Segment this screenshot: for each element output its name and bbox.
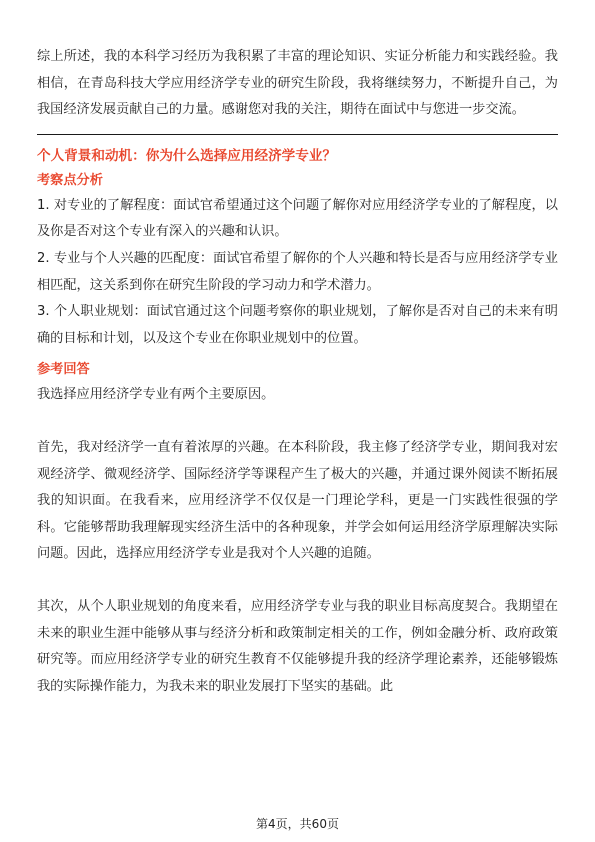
analysis-item: 2. 专业与个人兴趣的匹配度：面试官希望了解你的个人兴趣和特长是否与应用经济学专业相匹配，这关系到你在研究生阶段的学习动力和学术潜力。 — [37, 250, 558, 293]
analysis-heading: 考察点分析 — [37, 172, 103, 188]
analysis-item: 3. 个人职业规划：面试官通过这个问题考察你的职业规划，了解你是否对自己的未来有明确的目标和计划，以及这个专业在你职业规划中的位置。 — [37, 304, 558, 346]
answer-paragraph: 我选择应用经济学专业有两个主要原因。 — [37, 387, 275, 403]
document-page — [37, 44, 558, 700]
page-footer: 第4页，共60页 — [256, 817, 339, 831]
answer-paragraph: 其次，从个人职业规划的角度来看，应用经济学专业与我的职业目标高度契合。我期望在未来的职业生涯中能够从事与经济分析和政策制定相关的工作，例如金融分析、政府政策研究等。而应用经济学专业的研究生教育不仅能够提升我的经济学理论素养，还能够锻炼我的实际操作能力，为我未来的职业发展打下坚实的基础。此 — [37, 598, 558, 694]
answer-heading: 参考回答 — [37, 362, 90, 378]
question-title: 个人背景和动机：你为什么选择应用经济学专业？ — [37, 147, 337, 164]
intro-paragraph: 综上所述，我的本科学习经历为我积累了丰富的理论知识、实证分析能力和实践经验。我相信，在青岛科技大学应用经济学专业的研究生阶段，我将继续努力，不断提升自己，为我国经济发展贡献自己的力量。感谢您对我的关注，期待在面试中与您进一步交流。 — [37, 49, 558, 118]
section-divider — [37, 134, 558, 135]
analysis-item: 1. 对专业的了解程度：面试官希望通过这个问题了解你对应用经济学专业的了解程度，以及你是否对这个专业有深入的兴趣和认识。 — [37, 197, 558, 240]
answer-paragraph: 首先，我对经济学一直有着浓厚的兴趣。在本科阶段，我主修了经济学专业，期间我对宏观经济学、微观经济学、国际经济学等课程产生了极大的兴趣，并通过课外阅读不断拓展我的知识面。在我看来，应用经济学不仅仅是一门理论学科，更是一门实践性很强的学科。它能够帮助我理解现实经济生活中的各种现象，并学会如何运用经济学原理解决实际问题。因此，选择应用经济学专业是我对个人兴趣的追随。 — [37, 439, 558, 562]
